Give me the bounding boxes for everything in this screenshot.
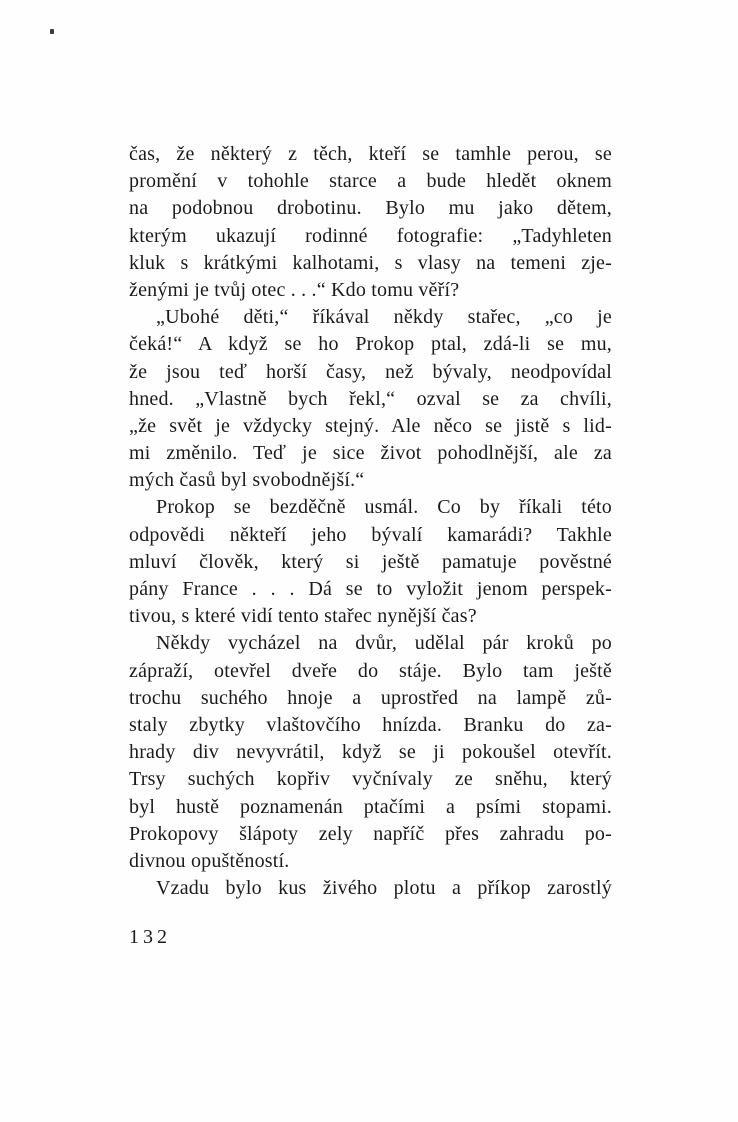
text-line: Prokop se bezděčně usmál. Co by říkali této xyxy=(156,496,612,519)
text-line: čas, že některý z těch, kteří se tamhle perou, se xyxy=(129,143,612,165)
text-line: trochu suchého hnoje a uprostřed na lampě zů- xyxy=(129,686,612,709)
text-line: Trsy suchých kopřiv vyčnívaly ze sněhu, který xyxy=(129,768,612,791)
text-line: mluví člověk, který si ještě pamatuje pověstné xyxy=(129,550,612,573)
paragraph xyxy=(129,141,612,304)
text-line: odpovědi někteří jeho bývalí kamarádi? Takhle xyxy=(129,523,612,546)
text-line: kterým ukazují rodinné fotografie: „Tadyhleten xyxy=(129,224,612,247)
text-line: byl hustě poznamenán ptačími a psími stopami. xyxy=(129,795,612,818)
text-line: tivou, s které vidí tento stařec nynější čas? xyxy=(129,605,477,628)
text-line: Vzadu bylo kus živého plotu a příkop zarostlý xyxy=(156,877,612,900)
text-block xyxy=(129,141,612,902)
text-line: zápraží, otevřel dveře do stáje. Bylo tam ještě xyxy=(129,659,612,682)
text-line: že jsou teď horší časy, než bývaly, neodpovídal xyxy=(129,360,612,383)
text-line: divnou opuštěností. xyxy=(129,849,290,872)
text-line: „Ubohé děti,“ říkával někdy stařec, „co je xyxy=(156,306,612,329)
text-line: hrady div nevyvrátil, když se ji pokoušel otevřít. xyxy=(129,741,612,764)
text-line: pány France . . . Dá se to vyložit jenom perspek- xyxy=(129,578,612,600)
text-line: Prokopovy šlápoty zely napříč přes zahradu po- xyxy=(129,822,612,845)
text-line: mých časů byl svobodnější.“ xyxy=(129,469,365,492)
text-line: Někdy vycházel na dvůr, udělal pár kroků po xyxy=(156,632,612,655)
text-line: kluk s krátkými kalhotami, s vlasy na temeni zje- xyxy=(129,251,612,274)
paragraph xyxy=(129,875,612,902)
paragraph xyxy=(129,494,612,630)
text-line: hned. „Vlastně bych řekl,“ ozval se za chvíli, xyxy=(129,387,612,410)
text-line: „že svět je vždycky stejný. Ale něco se jistě s lid- xyxy=(129,414,612,437)
text-line: čeká!“ A když se ho Prokop ptal, zdá-li se mu, xyxy=(129,333,612,356)
text-line: promění v tohohle starce a bude hledět oknem xyxy=(129,170,612,193)
print-speck xyxy=(50,29,54,34)
paragraph xyxy=(129,630,612,875)
text-line: staly zbytky vlaštovčího hnízda. Branku do za- xyxy=(129,713,612,736)
text-line: ženými je tvůj otec . . .“ Kdo tomu věří? xyxy=(129,278,460,301)
page-number: 132 xyxy=(129,926,171,948)
text-line: na podobnou drobotinu. Bylo mu jako dětem, xyxy=(129,197,612,220)
paragraph xyxy=(129,304,612,494)
text-line: mi změnilo. Teď je sice život pohodlnější, ale za xyxy=(129,442,612,465)
